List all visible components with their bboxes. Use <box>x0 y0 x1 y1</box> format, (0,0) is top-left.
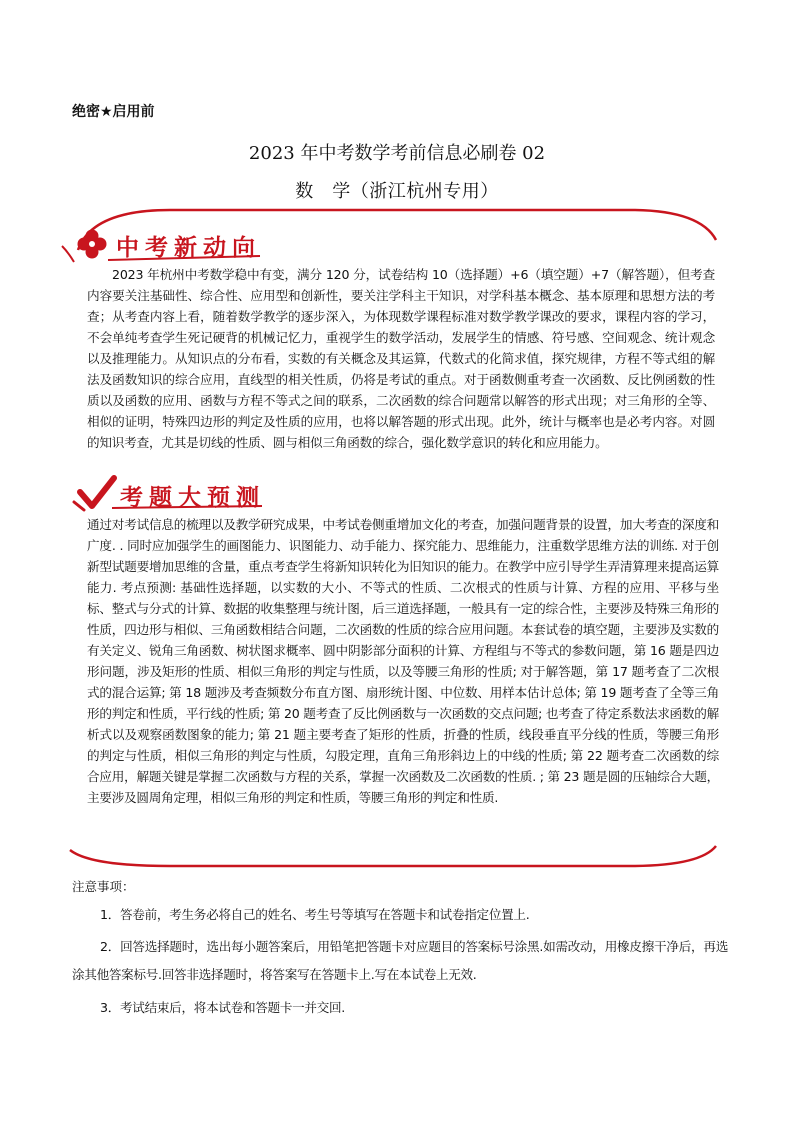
section1-paragraph: 2023 年杭州中考数学稳中有变，满分 120 分，试卷结构 10（选择题）+6（填空题）+7（解答题），但考查内容要关注基础性、综合性、应用型和创新性，要关注学科主干知识，对学科基本概念、基本原理和思想方法的考查；从考查内容上看，随着数学教学的逐步深入，为体现数学课程标准对数学教学课改的要求，课程内容的学习，不会单纯考查学生死记硬背的机械记忆力，重视学生的数学活动，发展学生的情感、符号感、空间观念、统计观念以及推理能力。从知识点的分布看，实数的有关概念及其运算，代数式的化简求值，探究规律，方程不等式组的解法及函数知识的综合应用，直线型的相关性质，仍将是考试的重点。对于函数侧重考查一次函数、反比例函数的性质以及函数的应用、函数与方程不等式之间的联系，二次函数的综合问题常以解答的形式出现；对三角形的全等、相似的证明，特殊四边形的判定及性质的应用，也将以解答题的形式出现。此外，统计与概率也是必考内容。对圆的知识考查，尤其是切线的性质、圆与相似三角函数的综合，强化数学意识的转化和应用能力。 <box>87 267 715 450</box>
bottom-frame-arc <box>70 846 716 866</box>
note-item: 2．回答选择题时，选出每小题答案后，用铅笔把答题卡对应题目的答案标号涂黑.如需改动，用橡皮擦干净后，再选涂其他答案标号.回答非选择题时，将答案写在答题卡上.写在本试卷上无效. <box>72 939 728 982</box>
page-title: 2023 年中考数学考前信息必刷卷 02 <box>248 143 546 164</box>
note-item: 3．考试结束后，将本试卷和答题卡一并交回. <box>100 1000 345 1015</box>
red-clover-icon <box>62 230 107 263</box>
section1-title: 中考新动向 <box>116 235 261 261</box>
note-item: 1．答卷前，考生务必将自己的姓名、考生号等填写在答题卡和试卷指定位置上. <box>100 907 530 922</box>
section2-paragraph: 通过对考试信息的梳理以及教学研究成果，中考试卷侧重增加文化的考查，加强问题背景的设置，加大考查的深度和广度. . 同时应加强学生的画图能力、识图能力、动手能力、探究能力、思维能力，注重数学思维方法的训练. 对于创新型试题要增加思维的含量，重点考查学生将新知识转化为旧知识的能力。在教学中应引导学生弄清算理来提高运算能力. 考点预测: 基础性选择题，以实数的大小、不等式的性质、二次根式的性质与计算、方程的应用、平移与坐标、整式与分式的计算、数据的收集整理与统计图，后三道选择题，一般具有一定的综合性，主要涉及特殊三角形的性质，四边形与相似、三角函数相结合问题，二次函数的性质的综合应用问题。本套试卷的填空题，主要涉及实数的有关定义、锐角三角函数、树状图求概率、圆中阴影部分面积的计算、方程组与不等式的参数问题，第 16 题是四边形问题，涉及矩形的性质、相似三角形的判定与性质，以及等腰三角形的性质; 对于解答题，第 17 题考查了二次根式的混合运算; 第 18 题涉及考查频数分布直方图、扇形统计图、中位数、用样本估计总体; 第 19 题考查了全等三角形的判定和性质，平行线的性质; 第 20 题考查了反比例函数与一次函数的交点问题; 也考查了待定系数法求函数的解析式以及观察函数图象的能力; 第 21 题主要考查了矩形的性质，折叠的性质，线段垂直平分线的性质，等腰三角形的判定与性质，相似三角形的判定与性质，勾股定理，直角三角形斜边上的中线的性质; 第 22 题考查二次函数的综合应用，解题关键是掌握二次函数与方程的关系，掌握一次函数及二次函数的性质. ; 第 23 题是圆的压轴综合大题，主要涉及圆周角定理，相似三角形的判定和性质，等腰三角形的判定和性质. <box>87 517 719 805</box>
section2-title: 考题大预测 <box>120 485 265 511</box>
page-subtitle: 数 学（浙江杭州专用） <box>295 181 499 202</box>
confidential-label: 绝密★启用前 <box>72 104 155 120</box>
red-checkmark-icon <box>74 478 114 510</box>
notes-title: 注意事项： <box>72 879 135 894</box>
